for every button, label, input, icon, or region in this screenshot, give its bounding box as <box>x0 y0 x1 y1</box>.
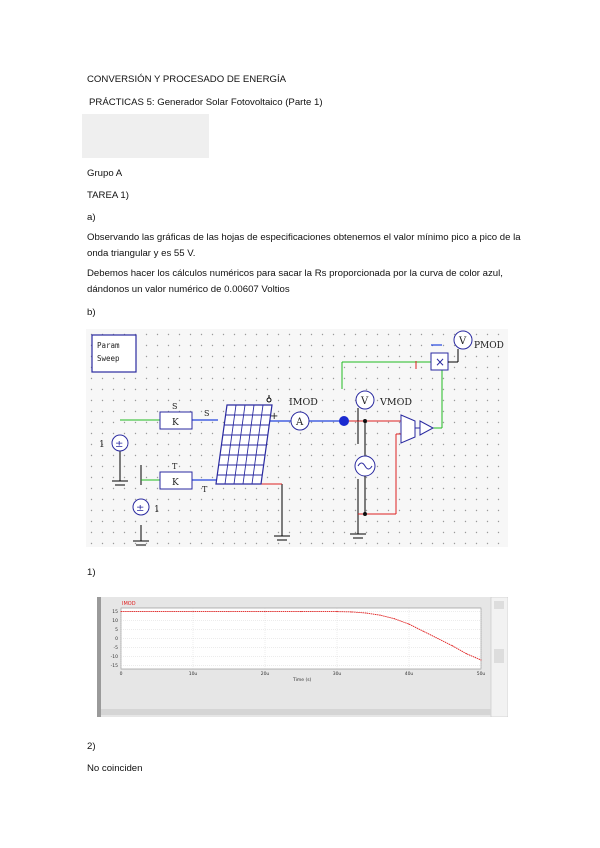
multiplier-symbol: × <box>435 355 446 369</box>
voltmeter-vmod-symbol: V <box>361 396 369 407</box>
dc-source-2 <box>133 499 149 515</box>
junction-node <box>340 417 349 426</box>
answer-text: No coinciden <box>87 763 143 774</box>
data-point <box>466 653 467 654</box>
y-tick-label: -10 <box>110 654 118 660</box>
document-subtitle: PRÁCTICAS 5: Generador Solar Fotovoltaico (Parte 1) <box>89 97 323 108</box>
data-point <box>380 615 381 616</box>
data-point <box>481 660 482 661</box>
paragraph-2: Debemos hacer los cálculos numéricos para sacar la Rs proporcionada por la curva de color azul, dándonos un valor numérico de 0.00607 Voltios <box>87 268 503 295</box>
task-heading: TAREA 1) <box>87 190 129 201</box>
vmod-label: VMOD <box>380 397 412 408</box>
document-title: CONVERSIÓN Y PROCESADO DE ENERGÍA <box>87 74 287 85</box>
t-input-label: T <box>172 462 178 471</box>
section-a-label: a) <box>87 212 96 223</box>
section-2-label: 2) <box>87 741 96 752</box>
dc-source-1 <box>112 435 128 451</box>
imod-label: IMOD <box>289 397 318 408</box>
redacted-name-block <box>82 114 209 158</box>
data-point <box>452 645 453 646</box>
data-point <box>157 611 158 612</box>
section-1-label: 1) <box>87 567 96 578</box>
data-point <box>193 611 194 612</box>
y-tick-label: 5 <box>115 628 118 634</box>
param-sweep-line1: Param <box>97 341 120 350</box>
gain-block-s-label: K <box>172 418 179 428</box>
data-point <box>365 613 366 614</box>
paragraph-1: Observando las gráficas de las hojas de especificaciones obtenemos el valor mínimo pico a pico de la onda triangular y es 55 V. <box>87 232 521 259</box>
section-b-label: b) <box>87 307 96 318</box>
data-point <box>121 611 122 612</box>
imod-plot <box>97 597 508 717</box>
x-tick-label: 30u <box>332 672 342 677</box>
data-point <box>437 638 438 639</box>
x-tick-label: 40u <box>404 672 414 677</box>
svg-text:±: ± <box>115 439 124 450</box>
y-tick-label: 15 <box>112 610 118 616</box>
svg-text:±: ± <box>136 503 145 514</box>
circuit-schematic <box>86 329 508 547</box>
t-output-label: T <box>202 485 208 494</box>
s-output-label: S <box>204 409 210 418</box>
s-input-label: S <box>172 402 178 411</box>
ammeter-symbol: A <box>296 417 304 428</box>
data-point <box>409 624 410 625</box>
data-point <box>265 611 266 612</box>
pmod-label: PMOD <box>474 341 504 351</box>
voltmeter-pmod-symbol: V <box>459 336 467 347</box>
x-axis-label: Time (s) <box>293 678 312 683</box>
y-tick-label: 0 <box>115 637 118 642</box>
x-tick-label: 0 <box>119 672 123 677</box>
x-tick-label: 20u <box>260 672 270 677</box>
x-tick-label: 50u <box>476 672 486 677</box>
x-tick-label: 10u <box>188 672 198 677</box>
data-point <box>229 611 230 612</box>
data-point <box>337 611 338 612</box>
param-sweep-line2: Sweep <box>97 354 120 363</box>
y-tick-label: -15 <box>110 663 118 669</box>
data-point <box>423 631 424 632</box>
group-label: Grupo A <box>87 168 123 179</box>
gain-block-t-label: K <box>172 478 179 488</box>
panel-positive-label: + <box>270 411 279 422</box>
data-point <box>351 611 352 612</box>
series-label: IMOD <box>122 601 136 607</box>
source-2-label: 1 <box>154 505 160 515</box>
data-point <box>301 611 302 612</box>
source-1-label: 1 <box>99 440 105 450</box>
y-tick-label: 10 <box>112 619 118 625</box>
y-tick-label: -5 <box>113 645 118 651</box>
data-point <box>394 618 395 619</box>
